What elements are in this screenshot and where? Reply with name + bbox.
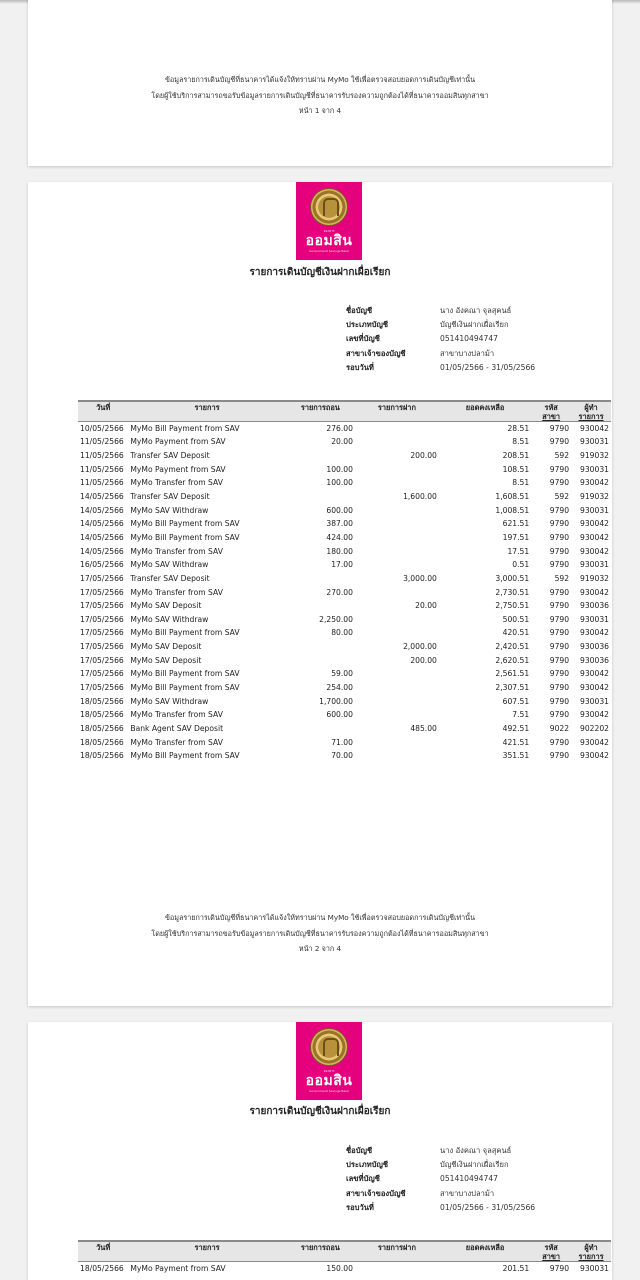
cell-balance: 2,750.51: [495, 601, 530, 611]
col-date: วันที่: [78, 401, 128, 422]
cell-teller: 930031: [580, 505, 609, 515]
cell-balance: 108.51: [502, 464, 530, 474]
value-branch: สาขาบางปลาม้า: [440, 348, 495, 358]
statement-rows: [78, 422, 611, 763]
cell-branch-code: 9790: [549, 464, 570, 474]
cell-withdrawal: 600.00: [326, 710, 353, 720]
gsb-logo: [296, 1022, 362, 1100]
cell-date: 18/05/2566: [80, 737, 124, 747]
cell-deposit: [355, 544, 439, 558]
logo-name: ออมสิน: [305, 233, 353, 249]
cell-deposit: 200.00: [410, 655, 437, 665]
table-row: [78, 640, 611, 654]
cell-date: 17/05/2566: [80, 642, 124, 652]
cell-description: MyMo SAV Withdraw: [130, 560, 209, 570]
col-withdrawal: รายการถอน: [286, 401, 355, 422]
account-info: [346, 304, 535, 375]
cell-withdrawal: [286, 599, 355, 613]
label-account-number: เลขที่บัญชี: [346, 1174, 380, 1184]
cell-deposit: [355, 681, 439, 695]
table-row: [78, 558, 611, 572]
label-period: รอบวันที่: [346, 1202, 374, 1212]
value-branch: สาขาบางปลาม้า: [440, 1188, 495, 1198]
cell-description: Transfer SAV Deposit: [130, 492, 210, 502]
cell-deposit: 485.00: [410, 723, 437, 733]
cell-deposit: [355, 435, 439, 449]
table-row: [78, 585, 611, 599]
logo-small-text: ธนาคาร: [323, 229, 335, 233]
cell-teller: 930042: [580, 546, 609, 556]
cell-description: Transfer SAV Deposit: [130, 573, 210, 583]
cell-teller: 930042: [580, 628, 609, 638]
footer-disclaimer-line1: ข้อมูลรายการเดินบัญชีที่ธนาคารได้แจ้งให้ทราบผ่าน MyMo ใช้เพื่อตรวจสอบยอดการเดินบัญชีเท่านั้น: [164, 913, 476, 922]
cell-branch-code: 9790: [549, 642, 570, 652]
cell-deposit: [355, 1262, 439, 1276]
cell-date: 18/05/2566: [80, 751, 124, 761]
cell-teller: 930042: [580, 478, 609, 488]
pdf-page-2: [28, 182, 612, 1006]
cell-date: 14/05/2566: [80, 519, 124, 529]
cell-date: 14/05/2566: [80, 505, 124, 515]
cell-description: MyMo SAV Deposit: [130, 601, 202, 611]
table-row: [78, 599, 611, 613]
cell-withdrawal: 100.00: [326, 464, 353, 474]
cell-branch-code: 592: [554, 573, 570, 583]
label-account-type: ประเภทบัญชี: [346, 320, 389, 330]
cell-description: MyMo SAV Deposit: [130, 642, 202, 652]
cell-branch-code: 592: [554, 492, 570, 502]
cell-withdrawal: 59.00: [331, 669, 353, 679]
cell-branch-code: 9790: [549, 737, 570, 747]
royal-seal-icon: [310, 1028, 348, 1066]
cell-description: MyMo Transfer from SAV: [130, 737, 223, 747]
cell-balance: 28.51: [507, 424, 530, 434]
cell-teller: 902202: [580, 723, 609, 733]
table-row: [78, 422, 611, 436]
table-row: [78, 449, 611, 463]
footer-disclaimer-line2: โดยผู้ใช้บริการสามารถขอรับข้อมูลรายการเดินบัญชีที่ธนาคารรับรองความถูกต้องได้ที่ธนาคารออมสินทุกสาขา: [151, 928, 489, 938]
value-period: 01/05/2566 - 31/05/2566: [440, 1202, 536, 1212]
cell-branch-code: 9790: [549, 601, 570, 611]
cell-date: 16/05/2566: [80, 560, 124, 570]
cell-date: 14/05/2566: [80, 546, 124, 556]
cell-withdrawal: 20.00: [331, 437, 353, 447]
label-account-type: ประเภทบัญชี: [346, 1160, 389, 1170]
cell-teller: 930042: [580, 751, 609, 761]
cell-deposit: [355, 531, 439, 545]
cell-teller: 930031: [580, 614, 609, 624]
cell-teller: 930036: [580, 655, 609, 665]
cell-balance: 351.51: [502, 751, 530, 761]
label-account-name: ชื่อบัญชี: [346, 1146, 373, 1155]
cell-balance: 1,008.51: [495, 505, 530, 515]
cell-date: 18/05/2566: [80, 1264, 124, 1274]
label-branch: สาขาเจ้าของบัญชี: [346, 348, 406, 358]
cell-description: Bank Agent SAV Deposit: [130, 723, 224, 733]
cell-date: 17/05/2566: [80, 628, 124, 638]
cell-date: 17/05/2566: [80, 655, 124, 665]
cell-deposit: [355, 585, 439, 599]
table-row: [78, 653, 611, 667]
cell-teller: 930042: [580, 587, 609, 597]
cell-branch-code: 9790: [549, 751, 570, 761]
pdf-page-3: [28, 1022, 612, 1280]
cell-branch-code: 9790: [549, 587, 570, 597]
cell-deposit: [355, 517, 439, 531]
value-account-type: บัญชีเงินฝากเผื่อเรียก: [440, 320, 509, 330]
cell-teller: 930042: [580, 682, 609, 692]
cell-balance: 8.51: [512, 437, 530, 447]
cell-date: 17/05/2566: [80, 587, 124, 597]
cell-description: MyMo SAV Withdraw: [130, 696, 209, 706]
cell-teller: 919032: [580, 573, 609, 583]
col-branch-code: รหัส สาขา: [531, 401, 571, 422]
cell-branch-code: 9790: [549, 696, 570, 706]
gsb-logo: [296, 182, 362, 260]
footer-disclaimer-line1: ข้อมูลรายการเดินบัญชีที่ธนาคารได้แจ้งให้ทราบผ่าน MyMo ใช้เพื่อตรวจสอบยอดการเดินบัญชีเท่านั้น: [164, 75, 476, 84]
cell-withdrawal: [286, 653, 355, 667]
table-row: [78, 681, 611, 695]
value-period: 01/05/2566 - 31/05/2566: [440, 362, 536, 372]
cell-description: Transfer SAV Deposit: [130, 451, 210, 461]
cell-date: 18/05/2566: [80, 696, 124, 706]
cell-withdrawal: 17.00: [331, 560, 353, 570]
cell-description: MyMo SAV Withdraw: [130, 505, 209, 515]
statement-rows: [78, 1262, 611, 1276]
cell-date: 17/05/2566: [80, 601, 124, 611]
logo-name: ออมสิน: [305, 1073, 353, 1089]
cell-deposit: [355, 422, 439, 436]
cell-balance: 2,307.51: [495, 682, 530, 692]
table-row: [78, 708, 611, 722]
cell-branch-code: 9790: [549, 424, 570, 434]
cell-balance: 0.51: [512, 560, 530, 570]
cell-withdrawal: 270.00: [326, 587, 353, 597]
cell-deposit: [355, 626, 439, 640]
table-row: [78, 612, 611, 626]
value-account-number: 051410494747: [440, 1174, 498, 1184]
cell-balance: 621.51: [502, 519, 530, 529]
document-title: รายการเดินบัญชีเงินฝากเผื่อเรียก: [249, 267, 391, 278]
cell-branch-code: 9790: [549, 519, 570, 529]
table-row: [78, 626, 611, 640]
table-header-row: [78, 401, 611, 422]
cell-description: MyMo Bill Payment from SAV: [130, 682, 240, 692]
cell-teller: 930036: [580, 642, 609, 652]
cell-date: 11/05/2566: [80, 451, 124, 461]
cell-branch-code: 9790: [549, 505, 570, 515]
cell-date: 11/05/2566: [80, 478, 124, 488]
cell-teller: 930042: [580, 532, 609, 542]
cell-date: 18/05/2566: [80, 710, 124, 720]
cell-description: MyMo SAV Deposit: [130, 655, 202, 665]
cell-deposit: [355, 749, 439, 763]
cell-branch-code: 9790: [549, 437, 570, 447]
logo-subtitle: Government Savings Bank: [309, 1089, 349, 1093]
cell-branch-code: 9022: [549, 723, 570, 733]
page-number: หน้า 1 จาก 4: [298, 106, 342, 115]
royal-seal-icon: [310, 188, 348, 226]
value-account-type: บัญชีเงินฝากเผื่อเรียก: [440, 1160, 509, 1170]
cell-withdrawal: 100.00: [326, 478, 353, 488]
cell-branch-code: 9790: [549, 655, 570, 665]
cell-description: MyMo Bill Payment from SAV: [130, 751, 240, 761]
cell-date: 17/05/2566: [80, 614, 124, 624]
page-footer: [28, 910, 612, 957]
cell-deposit: 20.00: [415, 601, 437, 611]
label-branch: สาขาเจ้าของบัญชี: [346, 1188, 406, 1198]
cell-withdrawal: 180.00: [326, 546, 353, 556]
value-account-name: นาง อังคณา จุลสุคนธ์: [440, 306, 512, 315]
cell-description: MyMo Bill Payment from SAV: [130, 669, 240, 679]
cell-balance: 2,420.51: [495, 642, 530, 652]
cell-branch-code: 9790: [549, 710, 570, 720]
page-number: หน้า 2 จาก 4: [298, 944, 342, 953]
table-row: [78, 722, 611, 736]
cell-deposit: [355, 476, 439, 490]
cell-balance: 201.51: [502, 1264, 530, 1274]
table-row: [78, 476, 611, 490]
cell-withdrawal: [286, 490, 355, 504]
label-account-number: เลขที่บัญชี: [346, 334, 380, 344]
cell-description: MyMo Bill Payment from SAV: [130, 628, 240, 638]
table-row: [78, 735, 611, 749]
cell-deposit: 3,000.00: [403, 573, 437, 583]
col-balance: ยอดคงเหลือ: [439, 1241, 531, 1262]
cell-balance: 607.51: [502, 696, 530, 706]
cell-withdrawal: 80.00: [331, 628, 353, 638]
cell-date: 11/05/2566: [80, 464, 124, 474]
cell-teller: 930031: [580, 560, 609, 570]
label-account-name: ชื่อบัญชี: [346, 306, 373, 315]
cell-teller: 930031: [580, 464, 609, 474]
cell-balance: 420.51: [502, 628, 530, 638]
cell-date: 14/05/2566: [80, 532, 124, 542]
cell-withdrawal: 71.00: [331, 737, 353, 747]
cell-balance: 7.51: [512, 710, 530, 720]
cell-withdrawal: 600.00: [326, 505, 353, 515]
cell-balance: 17.51: [507, 546, 530, 556]
statement-table: [78, 1240, 611, 1275]
cell-description: MyMo Bill Payment from SAV: [130, 424, 240, 434]
cell-deposit: [355, 503, 439, 517]
cell-withdrawal: 387.00: [326, 519, 353, 529]
cell-description: MyMo Bill Payment from SAV: [130, 519, 240, 529]
cell-teller: 930031: [580, 696, 609, 706]
cell-description: MyMo Payment from SAV: [130, 1264, 226, 1274]
table-row: [78, 490, 611, 504]
cell-date: 10/05/2566: [80, 424, 124, 434]
cell-deposit: [355, 735, 439, 749]
table-row: [78, 694, 611, 708]
table-row: [78, 503, 611, 517]
cell-withdrawal: 276.00: [326, 424, 353, 434]
statement-table: [78, 400, 611, 763]
table-row: [78, 517, 611, 531]
cell-teller: 930036: [580, 601, 609, 611]
cell-teller: 930042: [580, 424, 609, 434]
cell-description: MyMo Transfer from SAV: [130, 546, 223, 556]
cell-description: MyMo Transfer from SAV: [130, 587, 223, 597]
cell-deposit: 200.00: [410, 451, 437, 461]
cell-branch-code: 9790: [549, 478, 570, 488]
col-withdrawal: รายการถอน: [286, 1241, 355, 1262]
cell-withdrawal: 424.00: [326, 532, 353, 542]
cell-branch-code: 9790: [549, 532, 570, 542]
cell-branch-code: 9790: [549, 1264, 570, 1274]
cell-balance: 208.51: [502, 451, 530, 461]
page-footer: [28, 72, 612, 119]
cell-balance: 1,608.51: [495, 492, 530, 502]
cell-withdrawal: 70.00: [331, 751, 353, 761]
cell-balance: 500.51: [502, 614, 530, 624]
cell-deposit: [355, 667, 439, 681]
cell-date: 18/05/2566: [80, 723, 124, 733]
col-branch-code: รหัส สาขา: [531, 1241, 571, 1262]
cell-withdrawal: 254.00: [326, 682, 353, 692]
cell-date: 14/05/2566: [80, 492, 124, 502]
cell-teller: 930042: [580, 710, 609, 720]
cell-branch-code: 9790: [549, 669, 570, 679]
table-row: [78, 667, 611, 681]
cell-teller: 930042: [580, 519, 609, 529]
value-account-number: 051410494747: [440, 334, 498, 344]
col-teller: ผู้ทำ รายการ: [571, 1241, 611, 1262]
cell-teller: 930042: [580, 737, 609, 747]
cell-description: MyMo SAV Withdraw: [130, 614, 209, 624]
cell-date: 17/05/2566: [80, 573, 124, 583]
cell-withdrawal: [286, 449, 355, 463]
cell-branch-code: 9790: [549, 682, 570, 692]
col-deposit: รายการฝาก: [355, 1241, 439, 1262]
cell-deposit: 2,000.00: [403, 642, 437, 652]
cell-teller: 919032: [580, 451, 609, 461]
col-deposit: รายการฝาก: [355, 401, 439, 422]
cell-teller: 919032: [580, 492, 609, 502]
col-description: รายการ: [128, 1241, 285, 1262]
cell-teller: 930042: [580, 669, 609, 679]
cell-deposit: [355, 694, 439, 708]
cell-teller: 930031: [580, 437, 609, 447]
cell-date: 11/05/2566: [80, 437, 124, 447]
cell-description: MyMo Transfer from SAV: [130, 710, 223, 720]
cell-withdrawal: 1,700.00: [319, 696, 353, 706]
table-row: [78, 544, 611, 558]
cell-description: MyMo Bill Payment from SAV: [130, 532, 240, 542]
table-row: [78, 531, 611, 545]
cell-branch-code: 9790: [549, 614, 570, 624]
value-account-name: นาง อังคณา จุลสุคนธ์: [440, 1146, 512, 1155]
cell-date: 17/05/2566: [80, 669, 124, 679]
cell-deposit: [355, 612, 439, 626]
cell-deposit: [355, 708, 439, 722]
col-balance: ยอดคงเหลือ: [439, 401, 531, 422]
cell-description: MyMo Transfer from SAV: [130, 478, 223, 488]
cell-withdrawal: [286, 572, 355, 586]
cell-balance: 2,561.51: [495, 669, 530, 679]
cell-branch-code: 9790: [549, 628, 570, 638]
cell-balance: 3,000.51: [495, 573, 530, 583]
cell-branch-code: 592: [554, 451, 570, 461]
cell-teller: 930031: [580, 1264, 609, 1274]
cell-withdrawal: 2,250.00: [319, 614, 353, 624]
footer-disclaimer-line2: โดยผู้ใช้บริการสามารถขอรับข้อมูลรายการเดินบัญชีที่ธนาคารรับรองความถูกต้องได้ที่ธนาคารออมสินทุกสาขา: [151, 90, 489, 100]
table-row: [78, 462, 611, 476]
cell-date: 17/05/2566: [80, 682, 124, 692]
cell-deposit: [355, 462, 439, 476]
cell-balance: 492.51: [502, 723, 530, 733]
cell-withdrawal: [286, 722, 355, 736]
table-row: [78, 749, 611, 763]
pdf-page-1: [28, 0, 612, 166]
logo-small-text: ธนาคาร: [323, 1069, 335, 1073]
cell-balance: 421.51: [502, 737, 530, 747]
cell-deposit: [355, 558, 439, 572]
cell-branch-code: 9790: [549, 546, 570, 556]
col-teller: ผู้ทำ รายการ: [571, 401, 611, 422]
table-row: [78, 572, 611, 586]
col-date: วันที่: [78, 1241, 128, 1262]
cell-balance: 197.51: [502, 532, 530, 542]
table-header-row: [78, 1241, 611, 1262]
cell-description: MyMo Payment from SAV: [130, 464, 226, 474]
cell-balance: 2,620.51: [495, 655, 530, 665]
cell-description: MyMo Payment from SAV: [130, 437, 226, 447]
cell-deposit: 1,600.00: [403, 492, 437, 502]
label-period: รอบวันที่: [346, 362, 374, 372]
table-row: [78, 435, 611, 449]
cell-withdrawal: 150.00: [326, 1264, 353, 1274]
logo-subtitle: Government Savings Bank: [309, 249, 349, 253]
cell-withdrawal: [286, 640, 355, 654]
document-title: รายการเดินบัญชีเงินฝากเผื่อเรียก: [249, 1106, 391, 1117]
col-description: รายการ: [128, 401, 285, 422]
cell-branch-code: 9790: [549, 560, 570, 570]
cell-balance: 2,730.51: [495, 587, 530, 597]
cell-balance: 8.51: [512, 478, 530, 488]
account-info: [346, 1144, 535, 1215]
table-row: [78, 1262, 611, 1276]
